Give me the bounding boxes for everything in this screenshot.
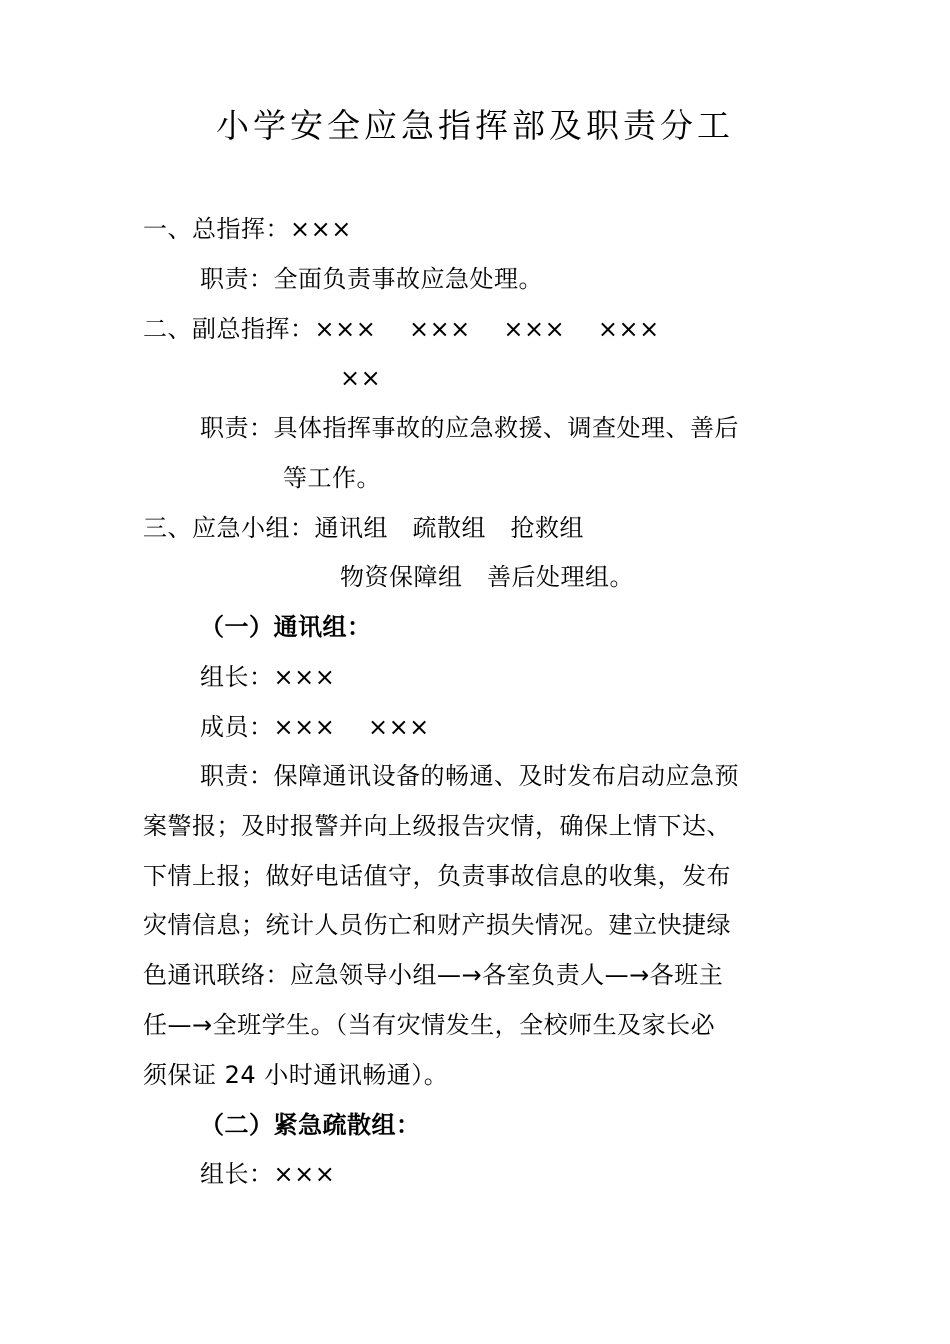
section-1-duty: 职责：全面负责事故应急处理。 <box>200 265 543 293</box>
group-1-duty-line-2: 案警报；及时报警并向上级报告灾情，确保上情下达、 <box>143 812 731 840</box>
section-3-heading-cont: 物资保障组 善后处理组。 <box>340 563 634 591</box>
document-title: 小学安全应急指挥部及职责分工 <box>216 106 734 145</box>
section-2-duty-line-1: 职责：具体指挥事故的应急救援、调查处理、善后 <box>200 414 739 442</box>
group-1-leader: 组长：××× <box>200 663 336 691</box>
group-1-duty-line-4: 灾情信息；统计人员伤亡和财产损失情况。建立快捷绿 <box>143 911 731 939</box>
group-1-duty-line-3: 下情上报；做好电话值守，负责事故信息的收集，发布 <box>143 862 731 890</box>
group-1-duty-line-5: 色通讯联络：应急领导小组—→各室负责人—→各班主 <box>143 961 724 989</box>
group-1-duty-line-6: 任—→全班学生。（当有灾情发生，全校师生及家长必 <box>143 1011 716 1039</box>
section-2-heading: 二、副总指挥：××× ××× ××× ××× <box>143 315 660 343</box>
group-1-title: （一）通讯组： <box>200 613 372 641</box>
group-2-leader: 组长：××× <box>200 1160 336 1188</box>
group-1-members: 成员：××× ××× <box>200 713 430 741</box>
group-1-duty-line-1: 职责：保障通讯设备的畅通、及时发布启动应急预 <box>200 762 739 790</box>
section-2-duty-line-2: 等工作。 <box>283 464 381 492</box>
group-1-duty-line-7: 须保证 24 小时通讯畅通）。 <box>143 1061 449 1089</box>
section-1-heading: 一、总指挥：××× <box>143 215 352 243</box>
section-3-heading: 三、应急小组：通讯组 疏散组 抢救组 <box>143 514 584 542</box>
group-2-title: （二）紧急疏散组： <box>200 1111 421 1139</box>
section-2-heading-cont: ×× <box>340 364 382 392</box>
